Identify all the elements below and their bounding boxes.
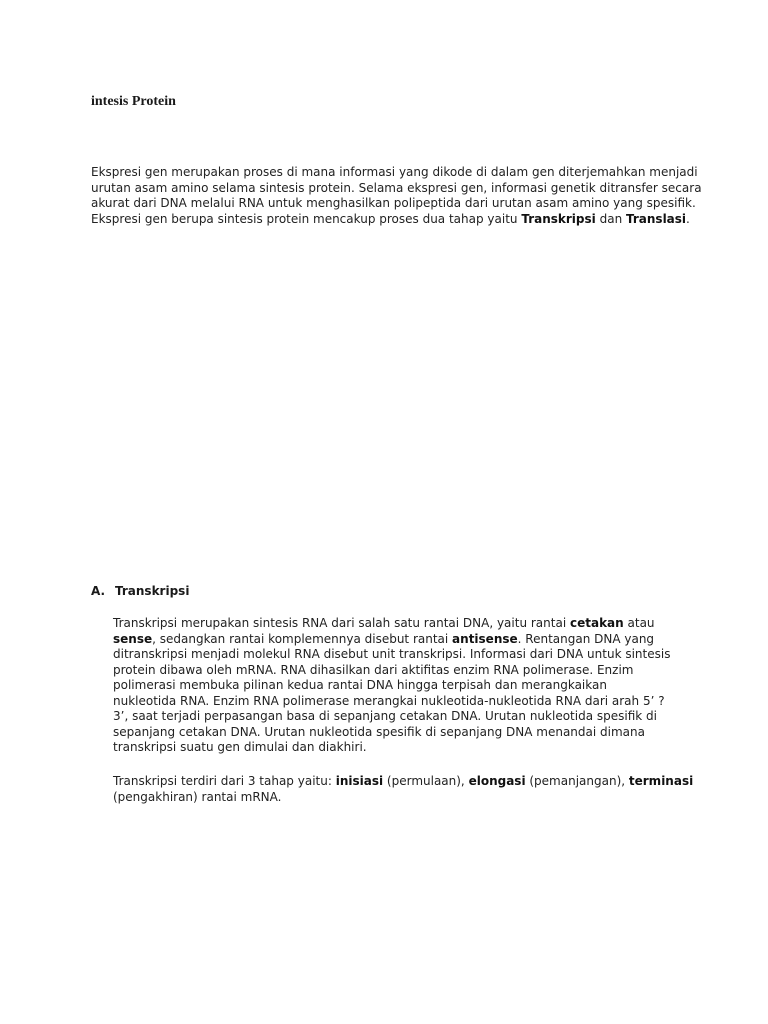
sa-p1-text-2: atau: [623, 616, 655, 630]
intro-text-3: .: [686, 211, 690, 226]
sa-p1-bold-cetakan: cetakan: [569, 616, 624, 630]
sa-p1-bold-antisense: antisense: [452, 631, 518, 646]
section-a-paragraph-2: [113, 774, 713, 805]
intro-bold-translasi: Translasi: [626, 211, 687, 226]
sa-p2-bold-terminasi: terminasi: [628, 774, 694, 788]
sa-p2-text-2: (permulaan),: [383, 774, 469, 788]
sa-p1-bold-sense: sense: [113, 631, 153, 646]
intro-bold-transkripsi: Transkripsi: [521, 211, 596, 226]
sa-p2-text-1: Transkripsi terdiri dari 3 tahap yaitu:: [113, 774, 336, 788]
sa-p2-text-4: (pengakhiran) rantai mRNA.: [113, 789, 282, 804]
intro-text-2: dan: [595, 211, 626, 226]
section-a-heading: [91, 584, 189, 598]
document-title: intesis Protein: [91, 94, 176, 109]
sa-p1-text-3: , sedangkan rantai komplemennya disebut rantai: [152, 631, 453, 646]
sa-p2-bold-elongasi: elongasi: [468, 774, 526, 788]
intro-paragraph: [91, 165, 711, 227]
section-a-paragraph-1: [113, 616, 673, 756]
sa-p2-text-3: (pemanjangan),: [525, 774, 629, 788]
intro-text-1: Ekspresi gen merupakan proses di mana informasi yang dikode di dalam gen diterjemahkan menjadi urutan asam amino selama sintesis protein. Selama ekspresi gen, informasi genetik ditransfer secara akurat dari DNA melalui RNA untuk menghasilkan polipeptida dari urutan asam amino yang spesifik. Ekspresi gen berupa sintesis protein mencakup proses dua tahap yaitu: [91, 165, 702, 226]
section-a-letter: A.: [91, 584, 106, 598]
sa-p1-text-4: . Rentangan DNA yang ditranskripsi menjadi molekul RNA disebut unit transkripsi. Informasi dari DNA untuk sintesis protein dibawa oleh mRNA. RNA dihasilkan dari aktifitas enzim RNA polimerase. Enzim polimerasi membuka pilinan kedua rantai DNA hingga terpisah dan merangkaikan nukleotida RNA. Enzim RNA polimerase merangkai nukleotida-nukleotida RNA dari arah 5’ ? 3’, saat terjadi perpasangan basa di sepanjang cetakan DNA. Urutan nukleotida spesifik di sepanjang cetakan DNA. Urutan nukleotida spesifik di sepanjang DNA menandai dimana transkripsi suatu gen dimulai dan diakhiri.: [113, 631, 671, 754]
sa-p1-text-1: Transkripsi merupakan sintesis RNA dari salah satu rantai DNA, yaitu rantai: [113, 616, 570, 630]
section-a-title: Transkripsi: [115, 584, 190, 598]
sa-p2-bold-inisiasi: inisiasi: [335, 774, 384, 788]
